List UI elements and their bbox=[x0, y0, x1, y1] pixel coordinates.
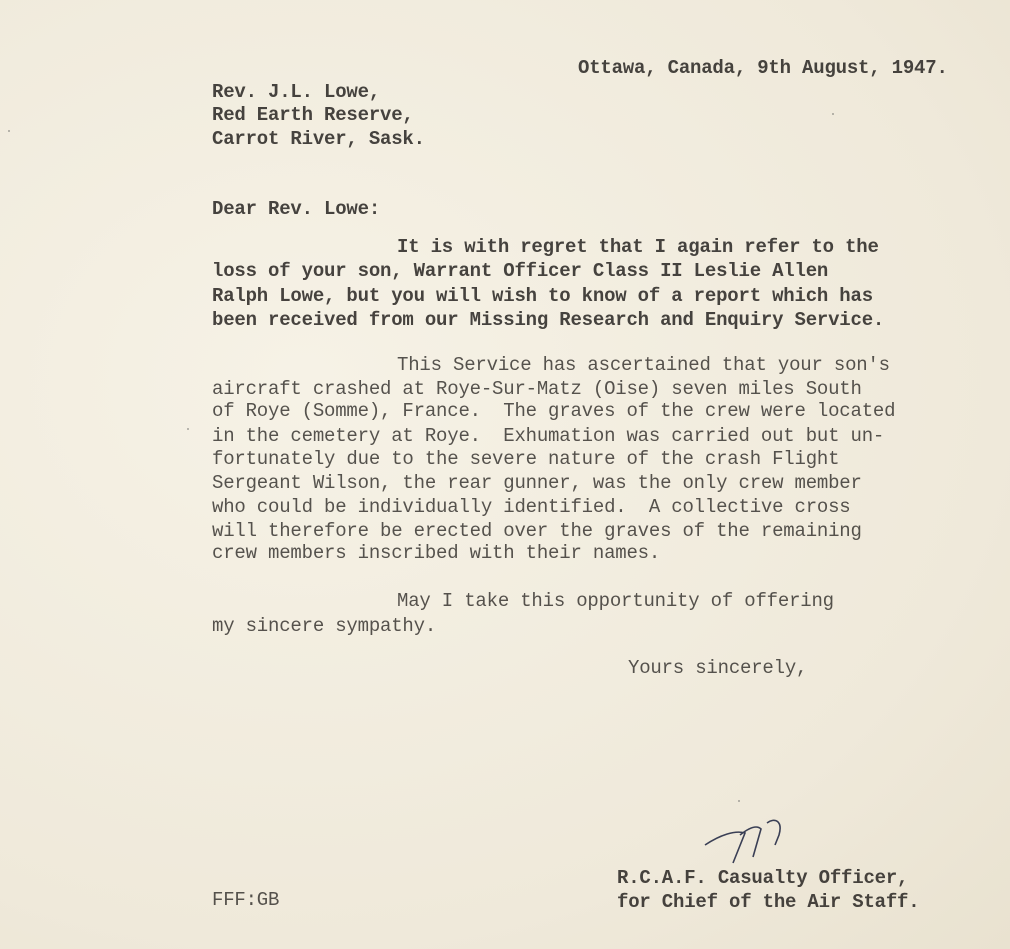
handwritten-signature bbox=[695, 805, 805, 870]
text-line: It is with regret that I again refer to the bbox=[397, 236, 879, 258]
paper-speck bbox=[187, 428, 189, 430]
text-line: aircraft crashed at Roye-Sur-Matz (Oise) seven miles South bbox=[212, 378, 862, 400]
text-line: been received from our Missing Research and Enquiry Service. bbox=[212, 309, 885, 331]
text-line: crew members inscribed with their names. bbox=[212, 542, 661, 564]
text-line: in the cemetery at Roye. Exhumation was carried out but un- bbox=[212, 425, 885, 447]
salutation: Dear Rev. Lowe: bbox=[212, 198, 381, 220]
paper-speck bbox=[832, 113, 834, 115]
date-line: Ottawa, Canada, 9th August, 1947. bbox=[578, 57, 948, 79]
address-line: Rev. J.L. Lowe, bbox=[212, 81, 381, 103]
closing: Yours sincerely, bbox=[628, 657, 808, 679]
text-line: fortunately due to the severe nature of the crash Flight bbox=[212, 448, 840, 470]
text-line: This Service has ascertained that your son's bbox=[397, 354, 890, 376]
address-line: Carrot River, Sask. bbox=[212, 128, 425, 150]
reference-initials: FFF:GB bbox=[212, 889, 280, 911]
text-line: of Roye (Somme), France. The graves of the crew were located bbox=[212, 400, 896, 422]
paper-speck bbox=[8, 130, 10, 132]
address-line: Red Earth Reserve, bbox=[212, 104, 414, 126]
text-line: my sincere sympathy. bbox=[212, 615, 437, 637]
text-line: Ralph Lowe, but you will wish to know of a report which has bbox=[212, 285, 873, 307]
paper-speck bbox=[738, 800, 740, 802]
signature-subtitle: for Chief of the Air Staff. bbox=[617, 891, 920, 913]
text-line: May I take this opportunity of offering bbox=[397, 590, 834, 612]
signature-title: R.C.A.F. Casualty Officer, bbox=[617, 867, 909, 889]
text-line: will therefore be erected over the graves of the remaining bbox=[212, 520, 862, 542]
text-line: who could be individually identified. A collective cross bbox=[212, 496, 851, 518]
text-line: Sergeant Wilson, the rear gunner, was the only crew member bbox=[212, 472, 862, 494]
text-line: loss of your son, Warrant Officer Class II Leslie Allen bbox=[212, 260, 829, 282]
